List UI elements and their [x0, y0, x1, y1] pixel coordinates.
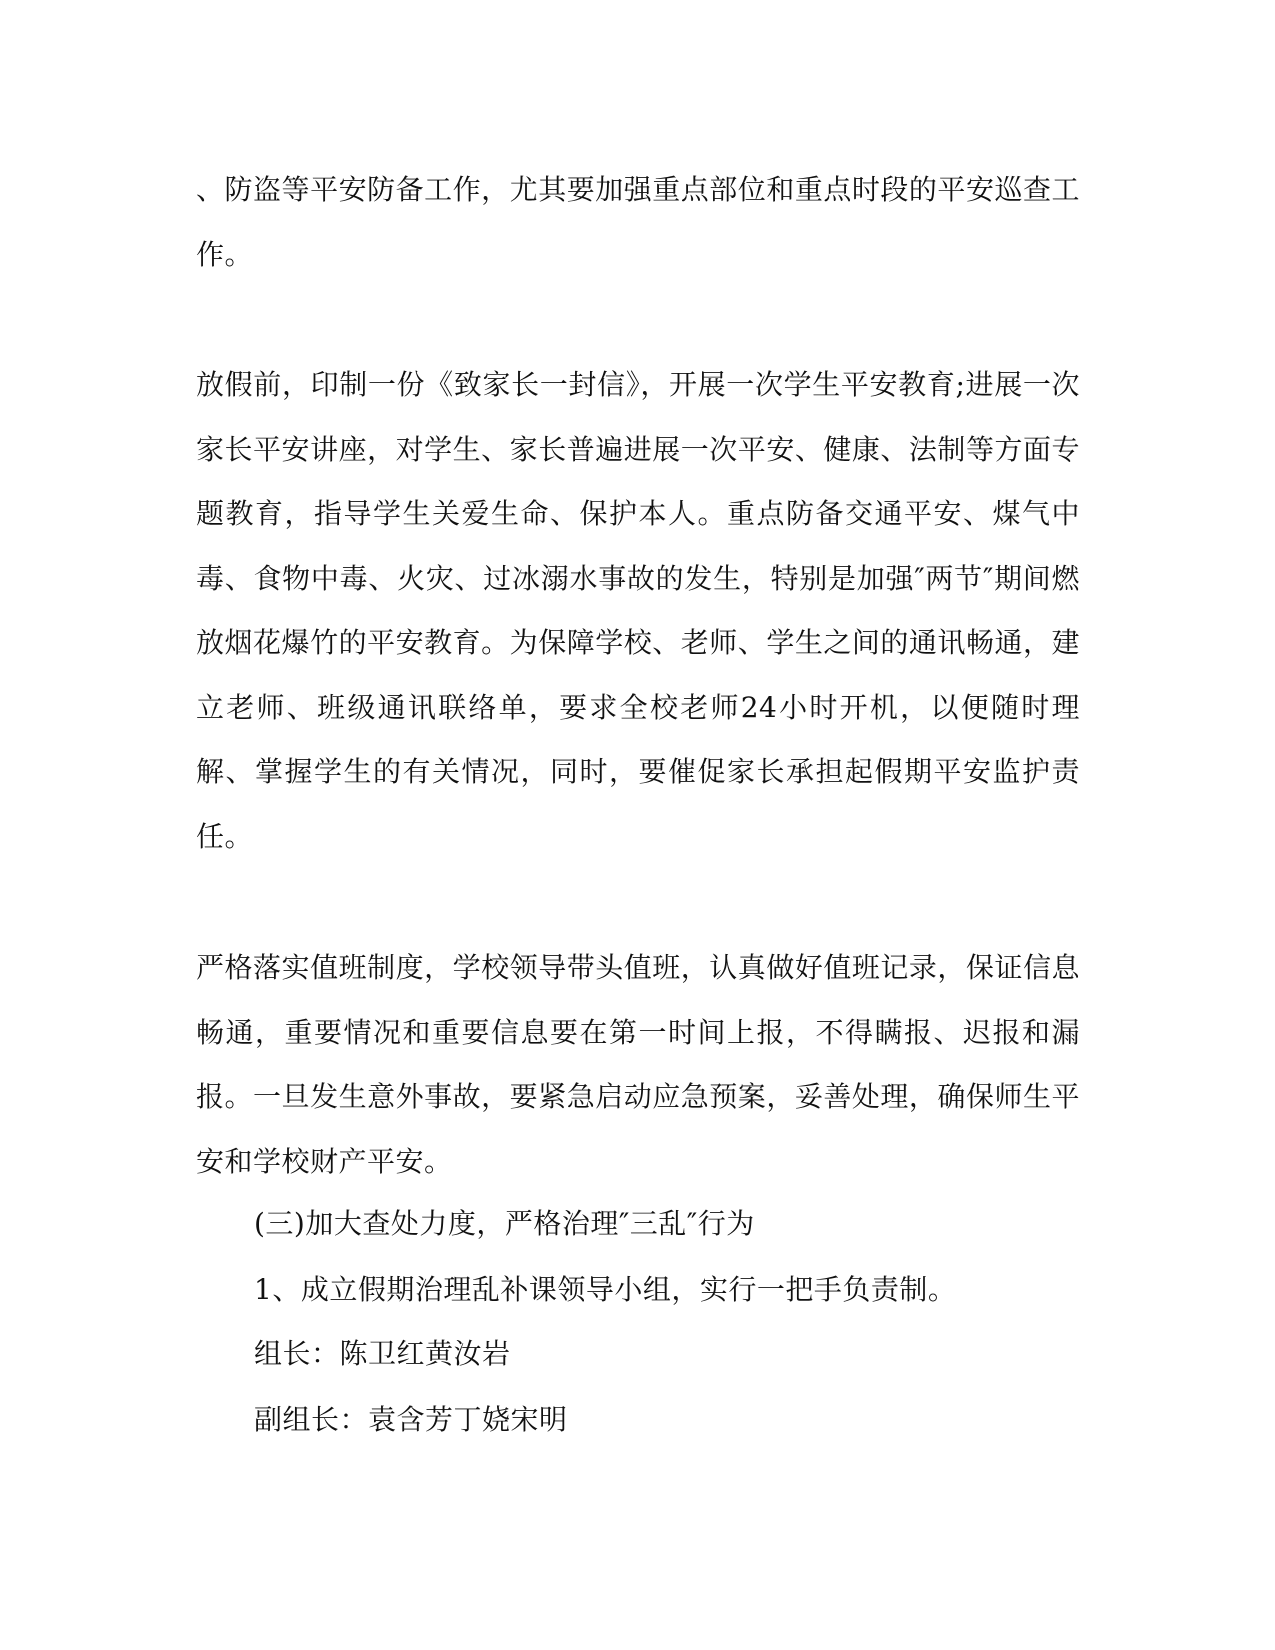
- deputy-leader-line: 副组长：袁含芳丁娆宋明: [254, 1403, 568, 1436]
- list-item: 1、成立假期治理乱补课领导小组，实行一把手负责制。: [254, 1273, 957, 1306]
- paragraph-duty-system: 严格落实值班制度，学校领导带头值班，认真做好值班记录，保证信息畅通，重要情况和重要信息要在第一时间上报，不得瞒报、迟报和漏报。一旦发生意外事故，要紧急启动应急预案，妥善处理，确保师生平安和学校财产平安。: [196, 951, 1080, 1178]
- paragraph-pre-holiday-education: 放假前，印制一份《致家长一封信》，开展一次学生平安教育;进展一次家长平安讲座，对学生、家长普遍进展一次平安、健康、法制等方面专题教育，指导学生关爱生命、保护本人。重点防备交通平安、煤气中毒、食物中毒、火灾、过冰溺水事故的发生，特别是加强″两节″期间燃放烟花爆竹的平安教育。为保障学校、老师、学生之间的通讯畅通，建立老师、班级通讯联络单，要求全校老师24小时开机，以便随时理解、掌握学生的有关情况，同时，要催促家长承担起假期平安监护责任。: [196, 368, 1080, 853]
- section-heading: (三)加大查处力度，严格治理″三乱″行为: [254, 1207, 755, 1240]
- leader-line: 组长：陈卫红黄汝岩: [254, 1337, 511, 1370]
- paragraph-security-patrol: 、防盗等平安防备工作，尤其要加强重点部位和重点时段的平安巡查工作。: [196, 173, 1080, 271]
